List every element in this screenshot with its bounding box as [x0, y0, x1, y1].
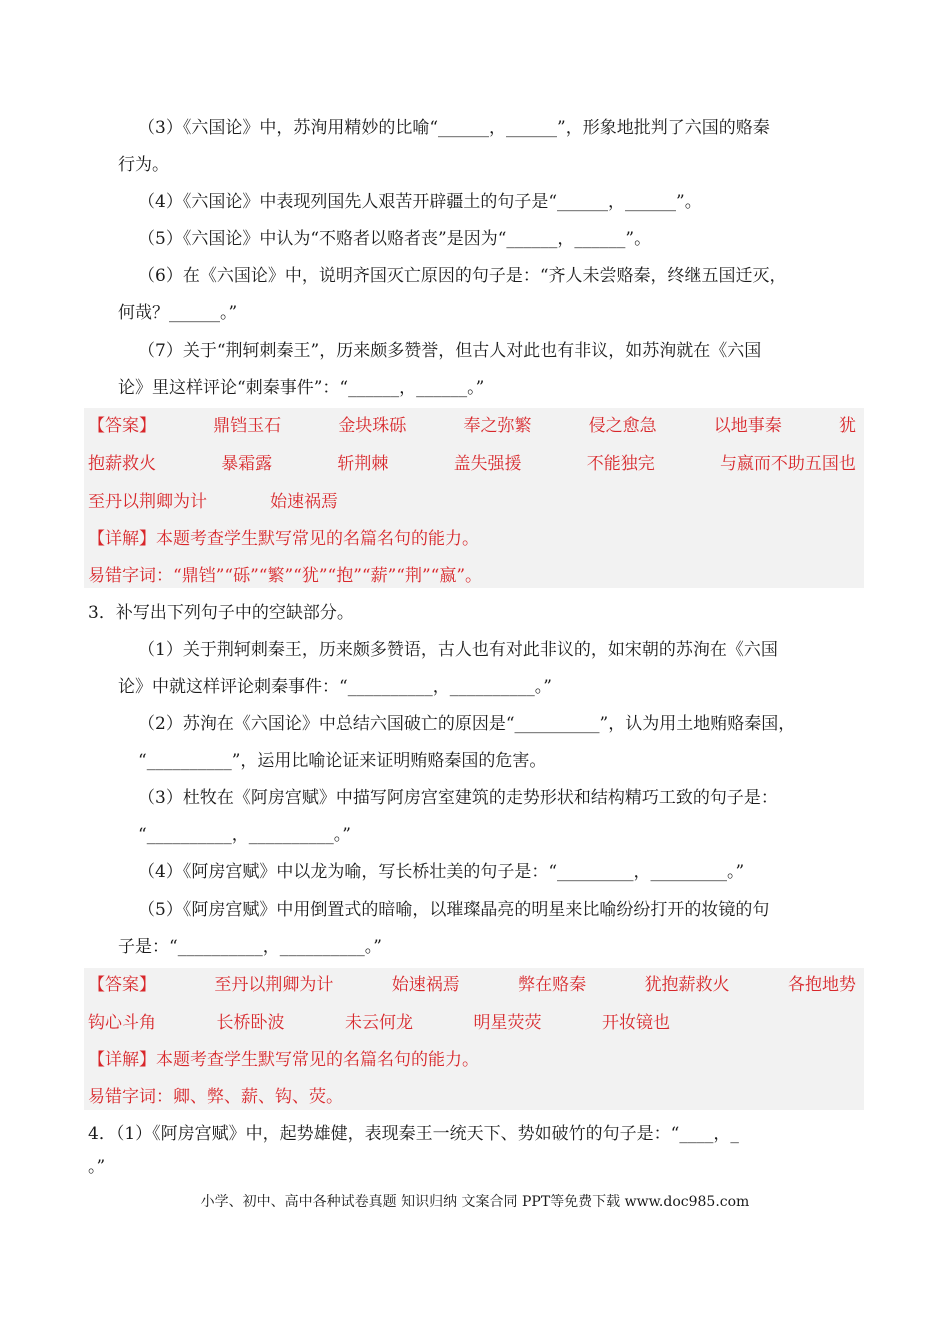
answer-item: 各抱地势	[787, 975, 856, 995]
answer-item: 侵之愈急	[588, 416, 657, 436]
q2-answer-row-1	[88, 414, 856, 438]
answer-item: 至丹以荆卿为计	[214, 975, 334, 995]
answer-item: 开妆镜也	[602, 1013, 670, 1033]
q3-error-words: 易错字词：卿、弊、薪、钩、荧。	[88, 1087, 343, 1107]
q3-item-4: （4）《阿房宫赋》中以龙为喻，写长桥壮美的句子是：“_________，_________。”	[138, 862, 745, 882]
q2-detail: 【详解】本题考查学生默写常见的名篇名句的能力。	[88, 529, 479, 549]
q2-answer-row-2	[88, 452, 856, 476]
q2-answer-row-3-a: 至丹以荆卿为计	[88, 492, 207, 512]
answer-item: 犹抱薪救火	[644, 975, 730, 995]
answer-item: 犹	[838, 416, 856, 436]
answer-label: 【答案】	[88, 975, 156, 995]
answer-item: 金块珠砾	[338, 416, 407, 436]
answer-item: 暴霜露	[221, 454, 273, 474]
q3-item-1-line2: 论》中就这样评论刺秦事件：“__________，__________。”	[118, 677, 552, 697]
q4-item-1-line2: 。”	[88, 1157, 106, 1177]
q3-item-5-line2: 子是：“__________，__________。”	[118, 937, 382, 957]
answer-label: 【答案】	[88, 416, 156, 436]
q2-item-6-line2: 何哉？______。”	[118, 303, 238, 323]
q2-answer-row-3-b: 始速祸焉	[270, 492, 338, 512]
answer-item: 鼎铛玉石	[213, 416, 282, 436]
q2-item-6-line1: （6）在《六国论》中，说明齐国灭亡原因的句子是：“齐人未尝赂秦，终继五国迁灭，	[138, 266, 787, 286]
answer-item: 以地事秦	[713, 416, 782, 436]
q3-item-3-line2: “__________，__________。”	[138, 825, 351, 845]
q2-item-3-line2: 行为。	[118, 155, 169, 175]
q3-title: 3．补写出下列句子中的空缺部分。	[88, 603, 354, 623]
answer-item: 长桥卧波	[216, 1013, 285, 1033]
page-footer: 小学、初中、高中各种试卷真题 知识归纳 文案合同 PPT等免费下载 www.doc985.com	[200, 1194, 750, 1210]
answer-item: 钩心斗角	[88, 1013, 156, 1033]
answer-item: 斩荆棘	[337, 454, 389, 474]
q3-item-1-line1: （1）关于荆轲刺秦王，历来颇多赞语，古人也有对此非议的，如宋朝的苏洵在《六国	[138, 640, 778, 660]
answer-item: 与嬴而不助五国也	[719, 454, 856, 474]
q3-answer-row-2	[88, 1011, 670, 1035]
answer-item: 盖失强援	[453, 454, 522, 474]
q3-item-2-line1: （2）苏洵在《六国论》中总结六国破亡的原因是“__________”，认为用土地贿赂秦国，	[138, 714, 796, 734]
q3-item-2-line2: “__________”，运用比喻论证来证明贿赂秦国的危害。	[138, 751, 547, 771]
answer-item: 始速祸焉	[391, 975, 460, 995]
answer-item: 抱薪救火	[88, 454, 156, 474]
q3-item-3-line1: （3）杜牧在《阿房宫赋》中描写阿房宫室建筑的走势形状和结构精巧工致的句子是：	[138, 788, 778, 808]
q3-item-5-line1: （5）《阿房宫赋》中用倒置式的暗喻，以璀璨晶亮的明星来比喻纷纷打开的妆镜的句	[138, 900, 770, 920]
q2-item-3-line1: （3）《六国论》中，苏洵用精妙的比喻“______，______”，形象地批判了六国的赂秦	[138, 118, 770, 138]
answer-item: 奉之弥繁	[463, 416, 532, 436]
q2-item-7-line1: （7）关于“荆轲刺秦王”，历来颇多赞誉，但古人对此也有非议，如苏洵就在《六国	[138, 341, 762, 361]
answer-item: 明星荧荧	[473, 1013, 542, 1033]
q3-answer-row-1	[88, 973, 856, 997]
q3-detail: 【详解】本题考查学生默写常见的名篇名句的能力。	[88, 1050, 479, 1070]
answer-item: 未云何龙	[345, 1013, 413, 1033]
answer-item: 不能独完	[586, 454, 655, 474]
q2-item-5: （5）《六国论》中认为“不赂者以赂者丧”是因为“______，______”。	[138, 229, 652, 249]
answer-item: 弊在赂秦	[518, 975, 587, 995]
q2-item-4: （4）《六国论》中表现列国先人艰苦开辟疆土的句子是“______，______”。	[138, 192, 702, 212]
q2-item-7-line2: 论》里这样评论“刺秦事件”：“______，______。”	[118, 378, 485, 398]
q4-item-1-line1: 4．（1）《阿房宫赋》中，起势雄健，表现秦王一统天下、势如破竹的句子是：“____，_	[88, 1124, 739, 1144]
q2-error-words: 易错字词：“鼎铛”“砾”“繁”“犹”“抱”“薪”“荆”“嬴”。	[88, 566, 483, 586]
